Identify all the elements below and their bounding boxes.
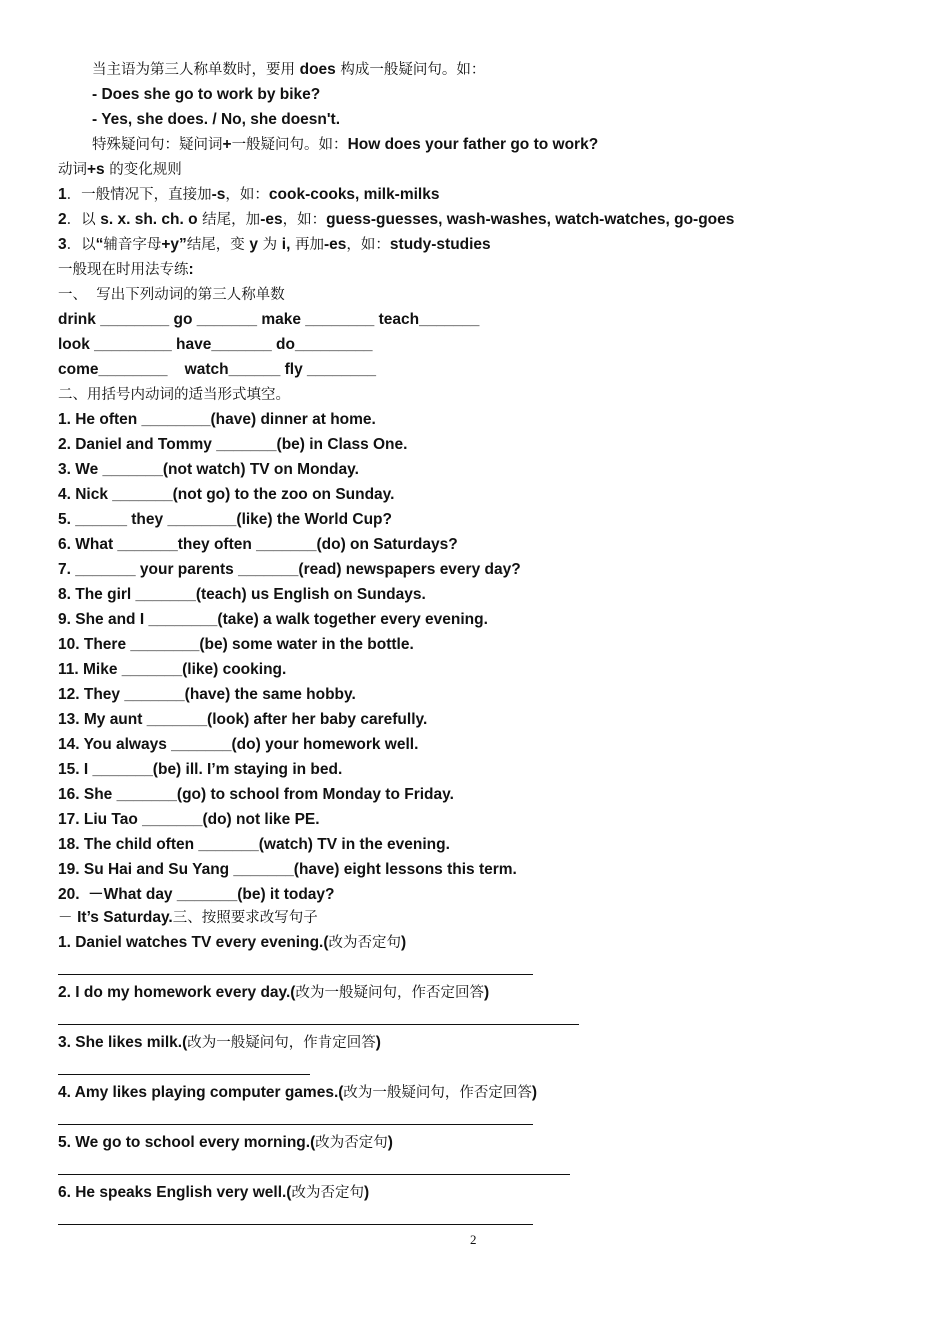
fill-item: 6. What _______they often _______(do) on Saturdays? bbox=[58, 536, 458, 553]
rewrite-instruction: 改为否定句 bbox=[328, 935, 402, 951]
rules-title bbox=[58, 160, 182, 180]
rewrite-sentence: 3. She likes milk.( bbox=[58, 1034, 188, 1051]
rule-2-c: s. x. sh. ch. o bbox=[100, 211, 198, 228]
rewrite-close: ) bbox=[387, 1134, 393, 1151]
practice-title-colon: : bbox=[188, 261, 194, 278]
answer-line[interactable] bbox=[58, 1174, 570, 1175]
fill-item: 16. She _______(go) to school from Monday to Friday. bbox=[58, 786, 454, 803]
dash: － bbox=[58, 910, 78, 926]
verbs-line-3: come________ watch______ fly ________ bbox=[58, 361, 376, 378]
rule-3-f: 结尾，变 bbox=[186, 237, 250, 253]
rewrite-close: ) bbox=[531, 1084, 538, 1101]
special-rule-a: 特殊疑问句：疑问词 bbox=[92, 137, 223, 153]
intro-line-1-text-c: 构成一般疑问句。如： bbox=[335, 62, 486, 78]
fill-item: 11. Mike _______(like) cooking. bbox=[58, 661, 287, 678]
answer-text: It’s Saturday. bbox=[77, 909, 173, 926]
rewrite-item bbox=[58, 1033, 381, 1053]
rule-3-c: “ bbox=[95, 236, 104, 253]
rule-3-k: -es bbox=[324, 236, 347, 253]
rewrite-instruction: 改为否定句 bbox=[315, 1135, 388, 1151]
rewrite-item bbox=[58, 1183, 369, 1203]
rule-3-g: y bbox=[249, 236, 259, 253]
rule-3-l: ，如： bbox=[346, 237, 390, 253]
rule-1 bbox=[58, 185, 439, 205]
page-number: 2 bbox=[470, 1232, 477, 1247]
rewrite-item bbox=[58, 983, 489, 1003]
rules-title-b: +s bbox=[87, 161, 105, 178]
part3-title: 三、按照要求改写句子 bbox=[172, 910, 318, 926]
intro-line-1 bbox=[92, 60, 485, 80]
rewrite-item bbox=[58, 1133, 393, 1153]
rule-3-num: 3 bbox=[58, 236, 67, 253]
verbs-line-1: drink ________ go _______ make ________ teach_______ bbox=[58, 311, 480, 328]
fill-item: 9. She and I ________(take) a walk together every evening. bbox=[58, 611, 488, 628]
rewrite-sentence: 4. Amy likes playing computer games.( bbox=[58, 1084, 344, 1101]
fill-item: 12. They _______(have) the same hobby. bbox=[58, 686, 356, 703]
rule-1-num: 1 bbox=[58, 186, 67, 203]
intro-line-1-keyword: does bbox=[299, 61, 336, 78]
rewrite-instruction: 改为否定句 bbox=[291, 1185, 364, 1201]
fill-item: 15. I _______(be) ill. I’m staying in bed. bbox=[58, 761, 343, 778]
rule-3-b: ．以 bbox=[66, 237, 96, 253]
rules-title-a: 动词 bbox=[58, 162, 87, 178]
example-question: - Does she go to work by bike? bbox=[92, 86, 321, 103]
fill-item: 13. My aunt _______(look) after her baby carefully. bbox=[58, 711, 428, 728]
rewrite-item bbox=[58, 1083, 537, 1103]
rewrite-close: ) bbox=[483, 984, 490, 1001]
rewrite-instruction: 改为一般疑问句，作否定回答 bbox=[343, 1085, 532, 1101]
rule-2-num: 2 bbox=[58, 211, 67, 228]
answer-line[interactable] bbox=[58, 1024, 579, 1025]
answer-and-part3-title bbox=[58, 908, 318, 928]
rule-2 bbox=[58, 210, 734, 230]
part2-title: 二、用括号内动词的适当形式填空。 bbox=[58, 387, 290, 403]
rule-3-example: study-studies bbox=[389, 236, 491, 253]
rules-title-c: 的变化规则 bbox=[104, 162, 182, 178]
rule-3-h: 为 bbox=[258, 237, 282, 253]
part1-title: 一、 写出下列动词的第三人称单数 bbox=[58, 287, 285, 303]
fill-item: 2. Daniel and Tommy _______(be) in Class One. bbox=[58, 436, 408, 453]
rewrite-item bbox=[58, 933, 406, 953]
rewrite-instruction: 改为一般疑问句，作肯定回答 bbox=[187, 1035, 376, 1051]
answer-line[interactable] bbox=[58, 1224, 533, 1225]
rule-3-e: +y” bbox=[161, 236, 187, 253]
rule-2-b: ．以 bbox=[66, 212, 101, 228]
rule-3-d: 辅音字母 bbox=[103, 237, 162, 253]
rewrite-sentence: 6. He speaks English very well.( bbox=[58, 1184, 292, 1201]
verbs-line-2: look _________ have_______ do_________ bbox=[58, 336, 373, 353]
fill-item: 5. ______ they ________(like) the World Cup? bbox=[58, 511, 392, 528]
practice-title-text: 一般现在时用法专练 bbox=[58, 262, 189, 278]
rewrite-close: ) bbox=[375, 1034, 381, 1051]
intro-line-1-text-a: 当主语为第三人称单数时，要用 bbox=[92, 62, 300, 78]
rewrite-sentence: 2. I do my homework every day.( bbox=[58, 984, 296, 1001]
rewrite-sentence: 5. We go to school every morning.( bbox=[58, 1134, 316, 1151]
rule-1-d: ，如： bbox=[225, 187, 269, 203]
fill-item: 19. Su Hai and Su Yang _______(have) eight lessons this term. bbox=[58, 861, 517, 878]
special-rule-plus: + bbox=[222, 136, 232, 153]
answer-line[interactable] bbox=[58, 1074, 310, 1075]
rewrite-close: ) bbox=[363, 1184, 370, 1201]
special-question-rule bbox=[92, 135, 598, 155]
rule-3-j: 再加 bbox=[290, 237, 324, 253]
special-rule-example: How does your father go to work? bbox=[347, 136, 599, 153]
rule-2-d: 结尾，加 bbox=[197, 212, 261, 228]
rule-2-e: -es bbox=[260, 211, 283, 228]
rule-1-b: ．一般情况下，直接加 bbox=[66, 187, 212, 203]
rule-1-c: -s bbox=[211, 186, 226, 203]
rewrite-instruction: 改为一般疑问句，作否定回答 bbox=[295, 985, 484, 1001]
answer-line[interactable] bbox=[58, 974, 533, 975]
fill-item: 20. －What day _______(be) it today? bbox=[58, 886, 335, 903]
rule-3 bbox=[58, 235, 491, 255]
fill-item: 10. There ________(be) some water in the bottle. bbox=[58, 636, 414, 653]
fill-item: 1. He often ________(have) dinner at home. bbox=[58, 411, 376, 428]
fill-item: 14. You always _______(do) your homework well. bbox=[58, 736, 419, 753]
rule-3-i: i, bbox=[281, 236, 291, 253]
rewrite-close: ) bbox=[401, 934, 407, 951]
rule-2-f: ，如： bbox=[282, 212, 327, 228]
fill-item: 7. _______ your parents _______(read) newspapers every day? bbox=[58, 561, 521, 578]
practice-title bbox=[58, 260, 194, 280]
rule-1-example: cook-cooks, milk-milks bbox=[268, 186, 440, 203]
fill-item: 4. Nick _______(not go) to the zoo on Sunday. bbox=[58, 486, 395, 503]
rewrite-sentence: 1. Daniel watches TV every evening.( bbox=[58, 934, 329, 951]
fill-item: 17. Liu Tao _______(do) not like PE. bbox=[58, 811, 320, 828]
rule-2-example: guess-guesses, wash-washes, watch-watches, go-goes bbox=[326, 211, 735, 228]
answer-line[interactable] bbox=[58, 1124, 533, 1125]
fill-item: 18. The child often _______(watch) TV in the evening. bbox=[58, 836, 450, 853]
fill-item: 8. The girl _______(teach) us English on Sundays. bbox=[58, 586, 426, 603]
example-answer: - Yes, she does. / No, she doesn't. bbox=[92, 111, 341, 128]
special-rule-c: 一般疑问句。如： bbox=[231, 137, 348, 153]
fill-item: 3. We _______(not watch) TV on Monday. bbox=[58, 461, 359, 478]
